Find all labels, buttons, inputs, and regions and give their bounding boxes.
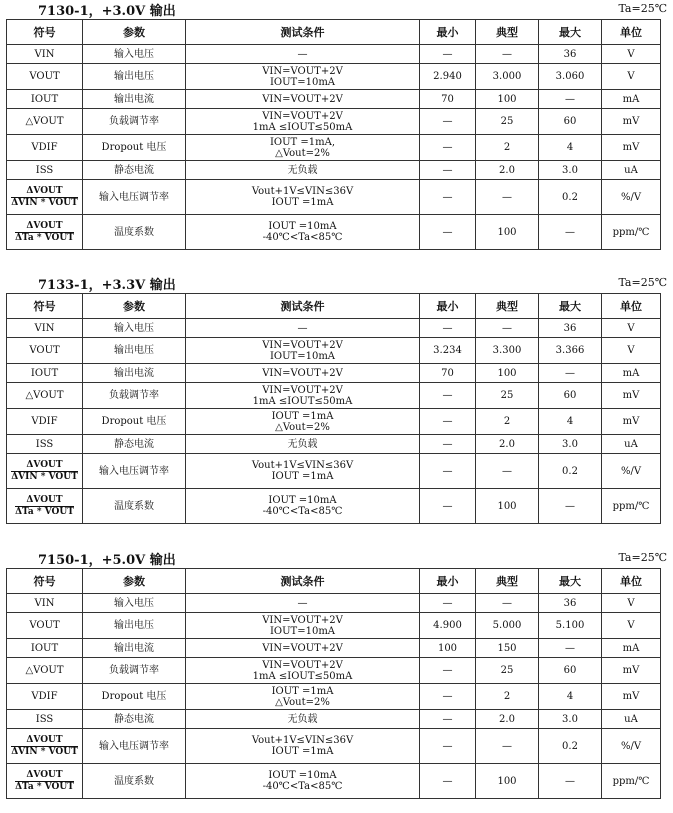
condition-cell (186, 684, 420, 710)
unit-cell: mV (602, 109, 661, 135)
max-cell: — (539, 489, 602, 524)
symbol-cell (7, 454, 83, 489)
condition-cell (186, 364, 420, 383)
min-cell: — (420, 729, 476, 764)
symbol-cell: ISS (7, 710, 83, 729)
typ-cell: — (476, 319, 539, 338)
table-row (7, 45, 661, 64)
max-cell: 5.100 (539, 613, 602, 639)
table-row (7, 215, 661, 250)
symbol-cell (7, 180, 83, 215)
condition-line: 1mA ≤IOUT≤50mA (252, 395, 353, 407)
param-cell: Dropout 电压 (83, 684, 186, 710)
min-cell: — (420, 319, 476, 338)
max-cell: 36 (539, 45, 602, 64)
typ-cell: 100 (476, 215, 539, 250)
condition-line: IOUT =1mA (271, 685, 334, 697)
condition-cell (186, 319, 420, 338)
min-cell: 4.900 (420, 613, 476, 639)
unit-cell: V (602, 45, 661, 64)
min-cell: — (420, 109, 476, 135)
typ-cell: 25 (476, 109, 539, 135)
min-cell: 70 (420, 364, 476, 383)
param-cell: 输出电流 (83, 639, 186, 658)
table-row (7, 64, 661, 90)
table-row (7, 613, 661, 639)
symbol-cell (7, 729, 83, 764)
min-cell: — (420, 161, 476, 180)
param-cell: 温度系数 (83, 764, 186, 799)
column-header: 最大 (539, 20, 602, 45)
symbol-cell (7, 764, 83, 799)
condition-line: IOUT =1mA (271, 410, 334, 422)
condition-line: 无负载 (287, 713, 318, 725)
min-cell: — (420, 135, 476, 161)
condition-cell (186, 135, 420, 161)
fraction-denominator: ΔVIN * VOUT (11, 197, 78, 208)
table-row (7, 639, 661, 658)
fraction-denominator: ΔTa * VOUT (15, 232, 74, 243)
unit-cell: uA (602, 710, 661, 729)
condition-line: VIN=VOUT+2V (262, 367, 343, 379)
column-header: 典型 (476, 569, 539, 594)
column-header: 参数 (83, 569, 186, 594)
section-title: 7150-1，+5.0V 输出 (38, 553, 176, 568)
param-cell: 输入电压调节率 (83, 180, 186, 215)
condition-line: 无负载 (287, 164, 318, 176)
unit-cell: uA (602, 161, 661, 180)
symbol-cell: △VOUT (7, 383, 83, 409)
condition-line: — (297, 597, 308, 609)
condition-line: IOUT =10mA (268, 770, 337, 781)
min-cell: — (420, 658, 476, 684)
table-row (7, 90, 661, 109)
param-cell: 温度系数 (83, 215, 186, 250)
param-cell: 负载调节率 (83, 658, 186, 684)
min-cell: — (420, 594, 476, 613)
table-row (7, 435, 661, 454)
symbol-cell: IOUT (7, 90, 83, 109)
symbol-cell: VOUT (7, 338, 83, 364)
typ-cell: 2.0 (476, 161, 539, 180)
condition-cell (186, 90, 420, 109)
section-header (0, 549, 673, 567)
symbol-cell: VIN (7, 45, 83, 64)
table-row (7, 180, 661, 215)
typ-cell: 2 (476, 684, 539, 710)
column-header: 符号 (7, 294, 83, 319)
column-header: 参数 (83, 294, 186, 319)
unit-cell: %/V (602, 729, 661, 764)
unit-cell: ppm/℃ (602, 764, 661, 799)
typ-cell: 3.000 (476, 64, 539, 90)
condition-line: IOUT =10mA (268, 495, 337, 506)
symbol-cell: VIN (7, 594, 83, 613)
symbol-cell (7, 489, 83, 524)
param-cell: 输出电压 (83, 613, 186, 639)
symbol-cell: VDIF (7, 135, 83, 161)
param-cell: 输入电压 (83, 594, 186, 613)
min-cell: 70 (420, 90, 476, 109)
max-cell: 4 (539, 684, 602, 710)
param-cell: 输入电压 (83, 319, 186, 338)
symbol-cell: VOUT (7, 613, 83, 639)
condition-line: -40℃<Ta<85℃ (262, 232, 343, 243)
param-cell: 输入电压 (83, 45, 186, 64)
condition-line: 1mA ≤IOUT≤50mA (252, 121, 353, 133)
symbol-cell (7, 215, 83, 250)
symbol-cell: VDIF (7, 684, 83, 710)
condition-cell (186, 45, 420, 64)
condition-cell (186, 64, 420, 90)
max-cell: 60 (539, 383, 602, 409)
condition-line: IOUT=10mA (269, 625, 336, 637)
table-row (7, 710, 661, 729)
symbol-fraction (15, 770, 74, 793)
symbol-cell: △VOUT (7, 658, 83, 684)
table-row (7, 161, 661, 180)
max-cell: 60 (539, 658, 602, 684)
table-row (7, 383, 661, 409)
condition-cell (186, 180, 420, 215)
typ-cell: 2 (476, 135, 539, 161)
section-title: 7130-1，+3.0V 输出 (38, 4, 176, 19)
max-cell: 3.0 (539, 710, 602, 729)
fraction-numerator: ΔVOUT (11, 735, 78, 747)
column-header: 最小 (420, 294, 476, 319)
condition-line: IOUT =10mA (268, 221, 337, 232)
symbol-fraction (11, 460, 78, 483)
condition-cell (186, 489, 420, 524)
spec-section-7150 (0, 549, 673, 792)
max-cell: 36 (539, 319, 602, 338)
section-title: 7133-1，+3.3V 输出 (38, 278, 176, 293)
ambient-temperature: Ta=25℃ (618, 2, 667, 15)
max-cell: — (539, 639, 602, 658)
column-header: 典型 (476, 20, 539, 45)
condition-line: VIN=VOUT+2V (262, 384, 343, 396)
param-cell: 温度系数 (83, 489, 186, 524)
unit-cell: mA (602, 364, 661, 383)
param-cell: 静态电流 (83, 435, 186, 454)
fraction-numerator: ΔVOUT (11, 186, 78, 198)
symbol-cell: VOUT (7, 64, 83, 90)
symbol-cell: △VOUT (7, 109, 83, 135)
table-row (7, 489, 661, 524)
min-cell: 100 (420, 639, 476, 658)
column-header: 测试条件 (186, 20, 420, 45)
fraction-numerator: ΔVOUT (15, 495, 74, 507)
table-header-row (7, 294, 661, 319)
max-cell: 3.0 (539, 161, 602, 180)
condition-cell (186, 109, 420, 135)
min-cell: — (420, 45, 476, 64)
column-header: 参数 (83, 20, 186, 45)
condition-line: IOUT =1mA (271, 746, 334, 757)
max-cell: 0.2 (539, 454, 602, 489)
condition-line: △Vout=2% (275, 696, 330, 708)
ambient-temperature: Ta=25℃ (618, 276, 667, 289)
typ-cell: 3.300 (476, 338, 539, 364)
param-cell: 输出电流 (83, 90, 186, 109)
column-header: 符号 (7, 20, 83, 45)
column-header: 单位 (602, 294, 661, 319)
max-cell: 0.2 (539, 180, 602, 215)
condition-cell (186, 764, 420, 799)
spec-section-7130 (0, 0, 673, 243)
max-cell: 0.2 (539, 729, 602, 764)
column-header: 最大 (539, 294, 602, 319)
typ-cell: 25 (476, 658, 539, 684)
table-header-row (7, 569, 661, 594)
typ-cell: 25 (476, 383, 539, 409)
condition-line: VIN=VOUT+2V (262, 642, 343, 654)
condition-cell (186, 338, 420, 364)
unit-cell: mA (602, 639, 661, 658)
symbol-fraction (15, 495, 74, 518)
typ-cell: 100 (476, 764, 539, 799)
condition-cell (186, 594, 420, 613)
typ-cell: — (476, 45, 539, 64)
symbol-fraction (11, 186, 78, 209)
unit-cell: V (602, 594, 661, 613)
column-header: 单位 (602, 569, 661, 594)
table-row (7, 319, 661, 338)
max-cell: 36 (539, 594, 602, 613)
unit-cell: V (602, 613, 661, 639)
param-cell: 输出电压 (83, 64, 186, 90)
unit-cell: mA (602, 90, 661, 109)
min-cell: — (420, 383, 476, 409)
condition-line: IOUT =1mA (271, 197, 334, 208)
column-header: 最小 (420, 569, 476, 594)
condition-line: VIN=VOUT+2V (262, 614, 343, 626)
min-cell: — (420, 180, 476, 215)
param-cell: 输出电流 (83, 364, 186, 383)
typ-cell: — (476, 729, 539, 764)
table-row (7, 764, 661, 799)
spec-table (6, 293, 661, 524)
table-row (7, 409, 661, 435)
table-row (7, 364, 661, 383)
condition-line: IOUT=10mA (269, 350, 336, 362)
max-cell: 3.060 (539, 64, 602, 90)
typ-cell: 2.0 (476, 710, 539, 729)
unit-cell: V (602, 338, 661, 364)
fraction-numerator: ΔVOUT (15, 221, 74, 233)
typ-cell: 100 (476, 364, 539, 383)
condition-line: VIN=VOUT+2V (262, 93, 343, 105)
min-cell: — (420, 409, 476, 435)
fraction-numerator: ΔVOUT (11, 460, 78, 472)
condition-cell (186, 639, 420, 658)
condition-cell (186, 215, 420, 250)
min-cell: — (420, 684, 476, 710)
unit-cell: uA (602, 435, 661, 454)
symbol-cell: IOUT (7, 639, 83, 658)
param-cell: Dropout 电压 (83, 135, 186, 161)
condition-line: △Vout=2% (275, 421, 330, 433)
condition-cell (186, 613, 420, 639)
unit-cell: ppm/℃ (602, 489, 661, 524)
typ-cell: 2.0 (476, 435, 539, 454)
unit-cell: mV (602, 409, 661, 435)
condition-cell (186, 729, 420, 764)
column-header: 测试条件 (186, 294, 420, 319)
typ-cell: — (476, 454, 539, 489)
typ-cell: — (476, 594, 539, 613)
unit-cell: mV (602, 658, 661, 684)
column-header: 最大 (539, 569, 602, 594)
param-cell: Dropout 电压 (83, 409, 186, 435)
condition-line: — (297, 322, 308, 334)
spec-table (6, 19, 661, 250)
condition-cell (186, 383, 420, 409)
typ-cell: 5.000 (476, 613, 539, 639)
table-row (7, 454, 661, 489)
min-cell: — (420, 454, 476, 489)
spec-section-7133 (0, 274, 673, 517)
table-row (7, 658, 661, 684)
min-cell: — (420, 710, 476, 729)
typ-cell: 100 (476, 90, 539, 109)
param-cell: 负载调节率 (83, 383, 186, 409)
table-row (7, 594, 661, 613)
condition-cell (186, 161, 420, 180)
unit-cell: mV (602, 383, 661, 409)
column-header: 符号 (7, 569, 83, 594)
condition-line: Vout+1V≤VIN≤36V (251, 460, 354, 471)
section-header (0, 274, 673, 292)
max-cell: 3.0 (539, 435, 602, 454)
column-header: 最小 (420, 20, 476, 45)
unit-cell: %/V (602, 180, 661, 215)
table-header-row (7, 20, 661, 45)
condition-cell (186, 710, 420, 729)
max-cell: — (539, 764, 602, 799)
fraction-denominator: ΔVIN * VOUT (11, 471, 78, 482)
min-cell: — (420, 435, 476, 454)
unit-cell: mV (602, 684, 661, 710)
ambient-temperature: Ta=25℃ (618, 551, 667, 564)
column-header: 单位 (602, 20, 661, 45)
condition-line: 无负载 (287, 438, 318, 450)
symbol-cell: VIN (7, 319, 83, 338)
condition-line: VIN=VOUT+2V (262, 110, 343, 122)
min-cell: — (420, 764, 476, 799)
condition-line: -40℃<Ta<85℃ (262, 506, 343, 517)
unit-cell: mV (602, 135, 661, 161)
condition-line: △Vout=2% (275, 147, 330, 159)
fraction-denominator: ΔTa * VOUT (15, 506, 74, 517)
table-row (7, 109, 661, 135)
typ-cell: 100 (476, 489, 539, 524)
table-row (7, 135, 661, 161)
max-cell: 4 (539, 409, 602, 435)
min-cell: — (420, 489, 476, 524)
condition-cell (186, 658, 420, 684)
symbol-cell: ISS (7, 161, 83, 180)
unit-cell: V (602, 64, 661, 90)
param-cell: 静态电流 (83, 161, 186, 180)
param-cell: 静态电流 (83, 710, 186, 729)
condition-line: IOUT=10mA (269, 76, 336, 88)
max-cell: — (539, 90, 602, 109)
table-row (7, 729, 661, 764)
max-cell: 3.366 (539, 338, 602, 364)
spec-table (6, 568, 661, 799)
condition-line: IOUT =1mA, (269, 136, 336, 148)
condition-cell (186, 435, 420, 454)
max-cell: 4 (539, 135, 602, 161)
unit-cell: V (602, 319, 661, 338)
max-cell: 60 (539, 109, 602, 135)
condition-line: VIN=VOUT+2V (262, 339, 343, 351)
fraction-numerator: ΔVOUT (15, 770, 74, 782)
condition-line: VIN=VOUT+2V (262, 659, 343, 671)
condition-line: Vout+1V≤VIN≤36V (251, 735, 354, 746)
min-cell: 3.234 (420, 338, 476, 364)
symbol-fraction (15, 221, 74, 244)
unit-cell: ppm/℃ (602, 215, 661, 250)
max-cell: — (539, 364, 602, 383)
condition-line: — (297, 48, 308, 60)
fraction-denominator: ΔTa * VOUT (15, 781, 74, 792)
symbol-cell: VDIF (7, 409, 83, 435)
column-header: 测试条件 (186, 569, 420, 594)
table-row (7, 684, 661, 710)
column-header: 典型 (476, 294, 539, 319)
max-cell: — (539, 215, 602, 250)
param-cell: 输入电压调节率 (83, 729, 186, 764)
min-cell: — (420, 215, 476, 250)
typ-cell: — (476, 180, 539, 215)
typ-cell: 150 (476, 639, 539, 658)
symbol-fraction (11, 735, 78, 758)
param-cell: 输入电压调节率 (83, 454, 186, 489)
condition-cell (186, 409, 420, 435)
unit-cell: %/V (602, 454, 661, 489)
param-cell: 负载调节率 (83, 109, 186, 135)
table-row (7, 338, 661, 364)
condition-line: 1mA ≤IOUT≤50mA (252, 670, 353, 682)
typ-cell: 2 (476, 409, 539, 435)
symbol-cell: IOUT (7, 364, 83, 383)
param-cell: 输出电压 (83, 338, 186, 364)
condition-cell (186, 454, 420, 489)
condition-line: IOUT =1mA (271, 471, 334, 482)
condition-line: -40℃<Ta<85℃ (262, 781, 343, 792)
fraction-denominator: ΔVIN * VOUT (11, 746, 78, 757)
symbol-cell: ISS (7, 435, 83, 454)
min-cell: 2.940 (420, 64, 476, 90)
condition-line: VIN=VOUT+2V (262, 65, 343, 77)
condition-line: Vout+1V≤VIN≤36V (251, 186, 354, 197)
section-header (0, 0, 673, 18)
